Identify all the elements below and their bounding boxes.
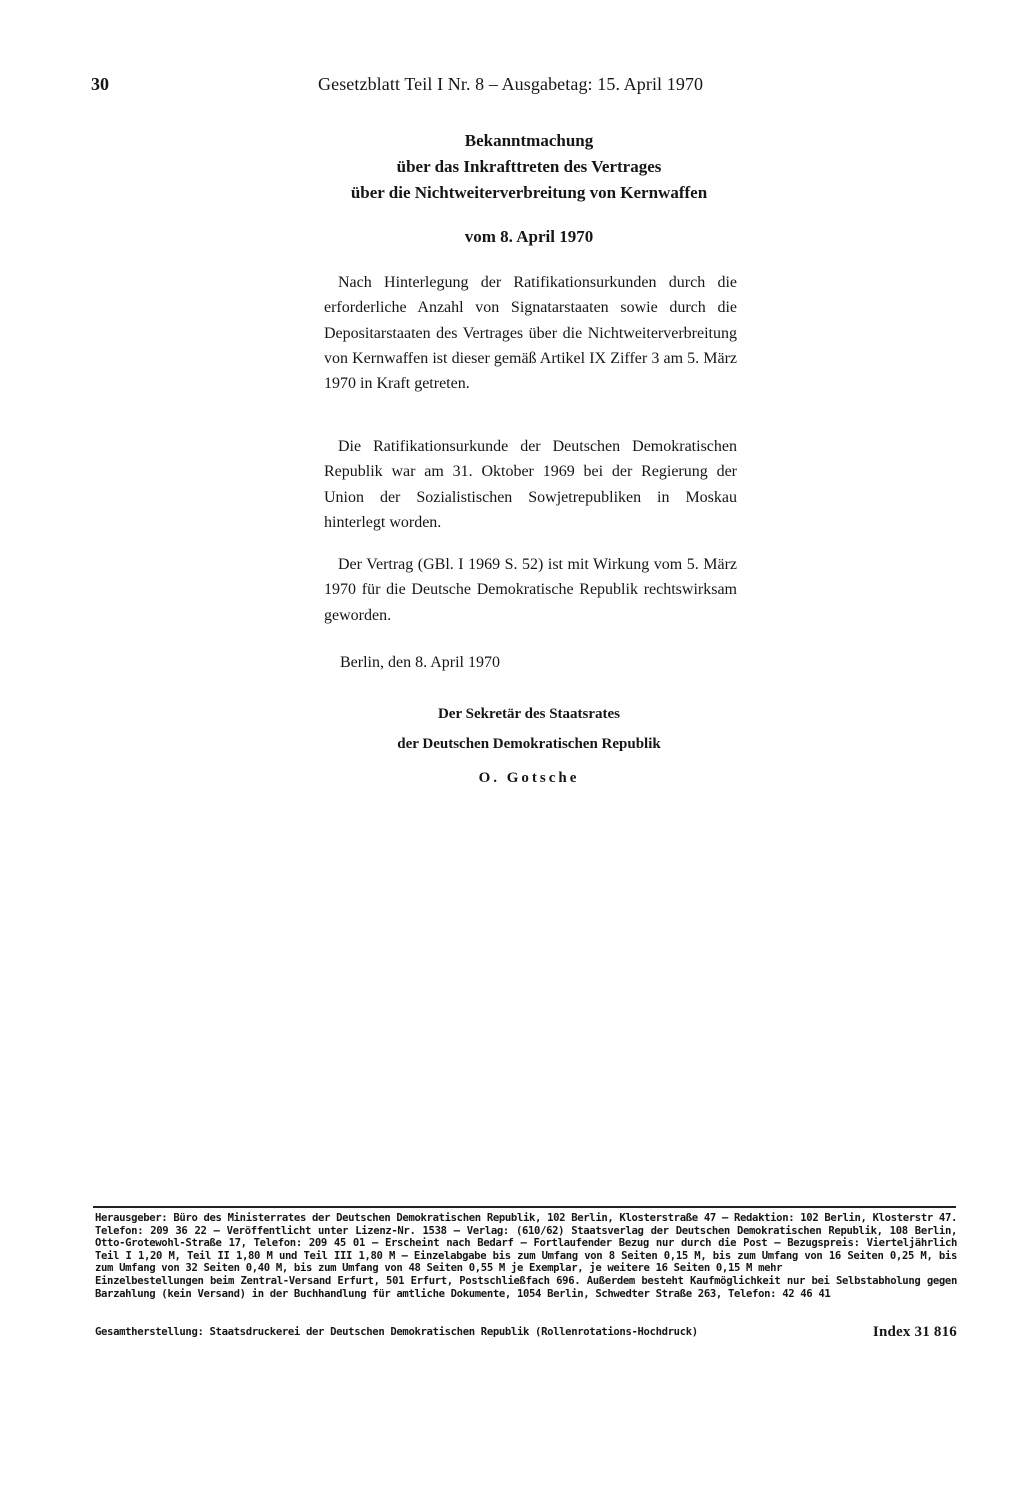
paragraph-2: Die Ratifikationsurkunde der Deutschen Demokratischen Republik war am 31. Oktober 1969 bei der Regierung der Union der Sozialistischen Sowjetrepubliken in Moskau hinterlegt worden.: [324, 438, 737, 531]
paragraph-1: Nach Hinterlegung der Ratifikationsurkunden durch die erforderliche Anzahl von Signatarstaaten sowie durch die Depositarstaaten des Vertrages über die Nichtweiterverbreitung von Kernwaffen ist dieser gemäß Artikel IX Ziffer 3 am 5. März 1970 in Kraft getreten.: [324, 274, 737, 393]
imprint-publisher: Herausgeber: Büro des Ministerrates der Deutschen Demokratischen Republik, 102 Berlin, Klosterstraße 47 – Redaktion: 102 Berlin, Klosterstr 47. Telefon: 209 36 22 – Veröffentlicht unter Lizenz-Nr. 1538 – Verlag: (610/62) Staatsverlag der Deutschen Demokratischen Republik, 108 Berlin, Otto-Grotewohl-Straße 17, Telefon: 209 45 01 – Erscheint nach Bedarf – Fortlaufender Bezug nur durch die Post – Bezugspreis: Vierteljährlich Teil I 1,20 M, Teil II 1,80 M und Teil III 1,80 M – Einzelabgabe bis zum Umfang von 8 Seiten 0,15 M, bis zum Umfang von 16 Seiten 0,25 M, bis zum Umfang von 32 Seiten 0,40 M, bis zum Umfang von 48 Seiten 0,55 M je Exemplar, je weitere 16 Seiten 0,15 M mehr: [95, 1212, 958, 1275]
title-line-3: über die Nichtweiterverbreitung von Kernwaffen: [350, 183, 708, 202]
signatory-title-line-2: der Deutschen Demokratischen Republik: [397, 736, 661, 752]
footer-divider: [93, 1206, 956, 1208]
index-number: Index 31 816: [872, 1324, 957, 1340]
imprint-printer: Gesamtherstellung: Staatsdruckerei der Deutschen Demokratischen Republik (Rollenrotations-Hochdruck): [95, 1326, 698, 1338]
announcement-title: [300, 128, 758, 206]
signatory-name: O. Gotsche: [478, 770, 580, 786]
imprint: [95, 1212, 957, 1300]
signatory-title-line-1: Der Sekretär des Staatsrates: [437, 706, 621, 722]
running-header: Gesetzblatt Teil I Nr. 8 – Ausgabetag: 15. April 1970: [318, 74, 704, 94]
paragraph-3: Der Vertrag (GBl. I 1969 S. 52) ist mit Wirkung vom 5. März 1970 für die Deutsche Demokratische Republik rechtswirksam geworden.: [324, 556, 737, 624]
imprint-bottom-line: [95, 1326, 957, 1341]
title-line-2: über das Inkrafttreten des Vertrages: [396, 157, 662, 176]
signature-block: [300, 699, 758, 793]
page-number: 30: [91, 74, 109, 94]
title-line-1: Bekanntmachung: [464, 131, 594, 150]
imprint-orders: Einzelbestellungen beim Zentral-Versand Erfurt, 501 Erfurt, Postschließfach 696. Außerdem besteht Kaufmöglichkeit nur bei Selbstabholung gegen Barzahlung (kein Versand) in der Buchhandlung für amtliche Dokumente, 1054 Berlin, Schwedter Straße 263, Telefon: 42 46 41: [95, 1274, 957, 1300]
announcement-date: vom 8. April 1970: [464, 227, 594, 246]
place-and-date: Berlin, den 8. April 1970: [340, 654, 500, 671]
